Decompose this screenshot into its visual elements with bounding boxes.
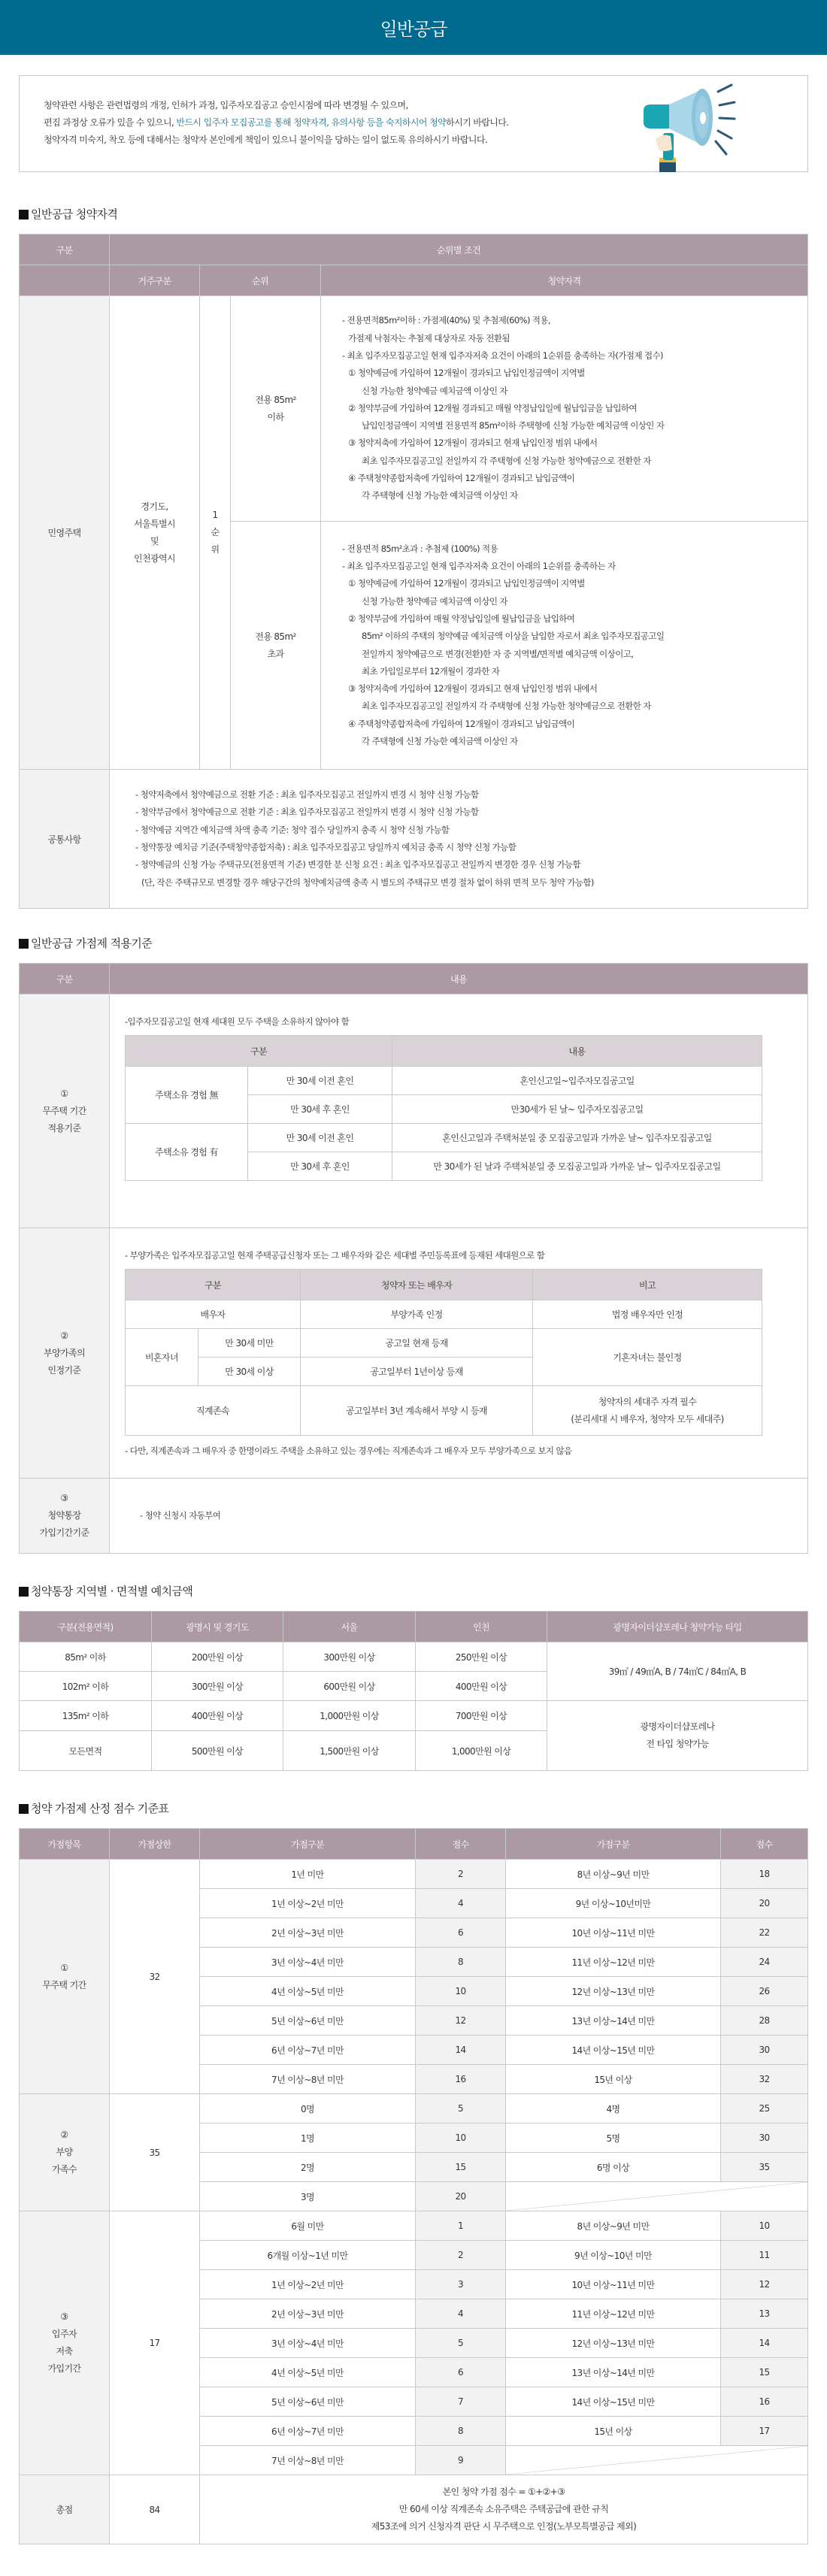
- inner-header-category: 구분: [126, 1270, 301, 1300]
- deposit-cell: 700만원 이상: [416, 1701, 547, 1731]
- range-cell: 8년 이상~9년 미만: [506, 2211, 721, 2241]
- notice-text: 하시기 바랍니다.: [446, 117, 509, 128]
- eligibility-line: ④ 주택청약종합저축에 가입하여 12개월이 경과되고 납입금액이: [348, 473, 575, 484]
- deposit-cell: 300만원 이상: [283, 1642, 416, 1672]
- score-cell: 20: [416, 2182, 506, 2211]
- score-cell: 20: [721, 1889, 808, 1918]
- lineal-value: 공고일부터 3년 계속해서 부양 시 등재: [301, 1386, 533, 1436]
- range-cell: 2년 이상~3년 미만: [200, 2299, 416, 2329]
- item-max: 35: [110, 2094, 200, 2211]
- score-cell: 6: [416, 1918, 506, 1948]
- range-cell: 10년 이상~11년 미만: [506, 2270, 721, 2299]
- deposit-cell: 1,000만원 이상: [283, 1701, 416, 1731]
- label-line: 가입기간기준: [39, 1527, 89, 1538]
- eligibility-line: 가점제 낙첨자는 추첨제 대상자로 자동 전환됨: [348, 332, 510, 344]
- range-cell: 3년 이상~4년 미만: [200, 2329, 416, 2358]
- score-cell: 4: [416, 2299, 506, 2329]
- score-cell: 10: [721, 2211, 808, 2241]
- score-cell: 25: [721, 2094, 808, 2123]
- period-content: 혼인신고일~입주자모집공고일: [392, 1067, 762, 1095]
- range-cell: 14년 이상~15년 미만: [506, 2387, 721, 2417]
- item-label: [20, 2094, 110, 2211]
- deposit-cell: 300만원 이상: [152, 1672, 283, 1701]
- over30-label: 만 30세 이상: [198, 1358, 301, 1386]
- no-house-period-table: [125, 1035, 762, 1181]
- range-cell: 13년 이상~14년 미만: [506, 2006, 721, 2036]
- header-seoul: 서울: [283, 1612, 416, 1642]
- header-rank: 순위: [200, 265, 321, 296]
- notice-line-3: 청약자격 미숙지, 착오 등에 대해서는 청약자 본인에게 책임이 있으니 불이익을 당하는 일이 없도록 유의하시기 바랍니다.: [44, 135, 488, 145]
- eligibility-line: 최초 입주자모집공고일 전일까지 각 주택형에 신청 가능한 청약예금으로 전환한 자: [362, 455, 651, 466]
- total-max: 84: [110, 2475, 200, 2544]
- group-name: 주택소유 경험 有: [126, 1124, 248, 1181]
- empty-cell: [506, 2182, 808, 2211]
- label-line: 가족수: [52, 2164, 77, 2175]
- eligibility-table: [19, 234, 808, 909]
- inner-header-category: 구분: [126, 1036, 392, 1067]
- housing-type-label: 민영주택: [20, 296, 110, 770]
- label-line: 부양: [56, 2147, 73, 2157]
- item1-content: [110, 994, 808, 1228]
- label-line: 가입기간: [47, 2363, 81, 2374]
- dependents-group: [20, 2094, 808, 2211]
- sub-label: 만 30세 후 혼인: [248, 1152, 392, 1181]
- square-bullet-icon: [19, 1804, 29, 1814]
- label-line: ①: [60, 1962, 68, 1973]
- score-cell: 17: [721, 2417, 808, 2446]
- area-cell: 85m² 이하: [20, 1642, 152, 1672]
- header-conditions: 순위별 조건: [110, 235, 808, 265]
- score-cell: 26: [721, 1977, 808, 2006]
- unmarried-label: 비혼자녀: [126, 1329, 198, 1386]
- total-line: 만 60세 이상 직계존속 소유주택은 주택공급에 관한 규칙: [398, 2504, 609, 2514]
- item2-tail: - 다만, 직계존속과 그 배우자 중 한명이라도 주택을 소유하고 있는 경우에는 직계존속과 그 배우자 모두 부양가족으로 보지 않음: [125, 1445, 572, 1456]
- label-line: 입주자: [52, 2329, 77, 2339]
- rank-line: 순: [211, 527, 220, 537]
- common-notes: [110, 770, 808, 909]
- header-category: 구분: [20, 964, 110, 994]
- score-cell: 18: [721, 1860, 808, 1889]
- score-cell: 5: [416, 2329, 506, 2358]
- eligibility-line: ① 청약예금에 가입하여 12개월이 경과되고 납입인정금액이 지역별: [348, 578, 585, 589]
- range-cell: 13년 이상~14년 미만: [506, 2358, 721, 2387]
- item-label: [20, 1860, 110, 2094]
- lineal-label: 직계존속: [126, 1386, 301, 1436]
- common-line: - 청약통장 예치금 기준(주택청약종합저축) : 최초 입주자모집공고 당일까지 예치금 충족 시 청약 신청 가능함: [135, 842, 516, 852]
- range-cell: 15년 이상: [506, 2417, 721, 2446]
- range-cell: 2년 이상~3년 미만: [200, 1918, 416, 1948]
- period-content: 만30세가 된 날~ 입주자모집공고일: [392, 1095, 762, 1124]
- range-cell: 9년 이상~10년 미만: [506, 2241, 721, 2270]
- lineal-note: [533, 1386, 762, 1436]
- common-line: - 청약부금에서 청약예금으로 전환 기준 : 최초 입주자모집공고 전일까지 변경 시 청약 신청 가능함: [135, 807, 479, 818]
- header-residence: 거주구분: [110, 265, 200, 296]
- range-cell: 8년 이상~9년 미만: [506, 1860, 721, 1889]
- range-cell: 0명: [200, 2094, 416, 2123]
- score-cell: 16: [721, 2387, 808, 2417]
- eligibility-line: 최초 가입일로부터 12개월이 경과한 자: [362, 665, 500, 677]
- period-content: 만 30세가 된 날과 주택처분일 중 모집공고일과 가까운 날~ 입주자모집공고일: [392, 1152, 762, 1181]
- range-cell: 9년 이상~10년미만: [506, 1889, 721, 1918]
- sub-label: 만 30세 후 혼인: [248, 1095, 392, 1124]
- item2-content: [110, 1228, 808, 1479]
- header-content: 내용: [110, 964, 808, 994]
- range-cell: 7년 이상~8년 미만: [200, 2446, 416, 2475]
- header-category: 구분: [20, 235, 110, 265]
- area-cell: 102m² 이하: [20, 1672, 152, 1701]
- deposit-cell: 400만원 이상: [152, 1701, 283, 1731]
- eligibility-line: 최초 입주자모집공고일 전일까지 각 주택형에 신청 가능한 청약예금으로 전환한 자: [362, 701, 651, 712]
- deposit-cell: 250만원 이상: [416, 1642, 547, 1672]
- range-cell: 2명: [200, 2153, 416, 2182]
- empty-cell: [506, 2446, 808, 2475]
- eligibility-small-area: [321, 296, 808, 522]
- item2-lead: - 부양가족은 입주자모집공고일 현재 주택공급신청자 또는 그 배우자와 같은 세대별 주민등록표에 등재된 세대원으로 함: [125, 1250, 545, 1261]
- eligibility-line: - 전용면적 85m²초과 : 추첨제 (100%) 적용: [342, 543, 498, 554]
- item1-label: [20, 994, 110, 1228]
- area-cell: 모든면적: [20, 1731, 152, 1771]
- area-large-cell: [231, 522, 321, 770]
- deposit-table: [19, 1611, 808, 1771]
- section-title-text: 일반공급 가점제 적용기준: [31, 937, 153, 950]
- bottom-spacer: [0, 2544, 827, 2576]
- types-line: 전 타입 청약가능: [646, 1739, 709, 1749]
- item-max: 17: [110, 2211, 200, 2475]
- header-range: 가점구분: [200, 1829, 416, 1860]
- score-cell: 30: [721, 2036, 808, 2065]
- notice-text: 편집 과정상 오류가 있을 수 있으니,: [44, 117, 177, 128]
- inner-header-note: 비고: [533, 1270, 762, 1300]
- score-cell: 10: [416, 1977, 506, 2006]
- label-line: 무주택 기간: [42, 1105, 86, 1116]
- score-cell: 4: [416, 1889, 506, 1918]
- unmarried-note: 기혼자녀는 불인정: [533, 1329, 762, 1386]
- label-line: ②: [60, 2130, 68, 2140]
- score-cell: 13: [721, 2299, 808, 2329]
- range-cell: 15년 이상: [506, 2065, 721, 2094]
- label-line: 청약통장: [47, 1510, 81, 1521]
- score-cell: 5: [416, 2094, 506, 2123]
- item-label: [20, 2211, 110, 2475]
- range-cell: 6년 이상~7년 미만: [200, 2036, 416, 2065]
- total-label: 총점: [20, 2475, 110, 2544]
- area-cell: 135m² 이하: [20, 1701, 152, 1731]
- score-cell: 1: [416, 2211, 506, 2241]
- megaphone-icon: [633, 80, 746, 172]
- score-cell: 32: [721, 2065, 808, 2094]
- total-note: [200, 2475, 808, 2544]
- eligibility-line: 신청 가능한 청약예금 예치금액 이상인 자: [362, 595, 507, 607]
- residence-line: 경기도,: [141, 501, 168, 512]
- range-cell: 6개월 이상~1년 미만: [200, 2241, 416, 2270]
- no-house-group: [20, 1860, 808, 2094]
- eligibility-line: ④ 주택청약종합저축에 가입하여 12개월이 경과되고 납입금액이: [348, 718, 575, 729]
- range-cell: 6명 이상: [506, 2153, 721, 2182]
- range-cell: 7년 이상~8년 미만: [200, 2065, 416, 2094]
- label-line: 적용기준: [47, 1122, 81, 1134]
- eligibility-line: ① 청약예금에 가입하여 12개월이 경과되고 납입인정금액이 지역별: [348, 368, 585, 379]
- range-cell: 3년 이상~4년 미만: [200, 1948, 416, 1977]
- area-line: 전용 85m²: [255, 394, 296, 405]
- header-item: 가점항목: [20, 1829, 110, 1860]
- score-cell: 22: [721, 1918, 808, 1948]
- label-line: 부양가족의: [44, 1347, 85, 1358]
- range-cell: 12년 이상~13년 미만: [506, 1977, 721, 2006]
- residence-line: 및: [150, 535, 159, 546]
- score-cell: 7: [416, 2387, 506, 2417]
- residence-line: 인천광역시: [134, 552, 175, 564]
- deposit-cell: 200만원 이상: [152, 1642, 283, 1672]
- sub-label: 만 30세 이전 혼인: [248, 1124, 392, 1152]
- score-cell: 11: [721, 2241, 808, 2270]
- page-header: [0, 0, 827, 55]
- score-cell: 24: [721, 1948, 808, 1977]
- types-cell: [547, 1701, 808, 1771]
- page-title: 일반공급: [380, 19, 447, 40]
- range-cell: 11년 이상~12년 미만: [506, 2299, 721, 2329]
- range-cell: 4년 이상~5년 미만: [200, 1977, 416, 2006]
- header-score: 점수: [721, 1829, 808, 1860]
- score-row: [20, 2094, 808, 2123]
- residence-cell: [110, 296, 200, 770]
- deposit-cell: 600만원 이상: [283, 1672, 416, 1701]
- deposit-cell: 1,000만원 이상: [416, 1731, 547, 1771]
- label-line: ③: [60, 1493, 68, 1503]
- range-cell: 4년 이상~5년 미만: [200, 2358, 416, 2387]
- over30-value: 공고일부터 1년이상 등재: [301, 1358, 533, 1386]
- eligibility-line: - 전용면적85m²이하 : 가점제(40%) 및 추첨제(60%) 적용,: [342, 315, 550, 326]
- score-cell: 35: [721, 2153, 808, 2182]
- score-cell: 10: [416, 2123, 506, 2153]
- header-score: 점수: [416, 1829, 506, 1860]
- range-cell: 12년 이상~13년 미만: [506, 2329, 721, 2358]
- total-line: 본인 청약 가점 점수 = ①+②+③: [442, 2487, 565, 2497]
- label-line: ②: [60, 1330, 68, 1341]
- score-cell: 14: [416, 2036, 506, 2065]
- rank-cell: [200, 296, 231, 770]
- residence-line: 서울특별시: [134, 518, 175, 529]
- range-cell: 11년 이상~12년 미만: [506, 1948, 721, 1977]
- label-line: 인정기준: [47, 1364, 81, 1376]
- sub-label: 만 30세 이전 혼인: [248, 1067, 392, 1095]
- eligibility-line: ③ 청약저축에 가입하여 12개월이 경과되고 현재 납입인정 범위 내에서: [348, 437, 598, 449]
- note-line: (분리세대 시 배우자, 청약자 모두 세대주): [571, 1413, 724, 1424]
- notice-line-1: 청약관련 사항은 관련법령의 개정, 인허가 과정, 입주자모집공고 승인시점에 따라 변경될 수 있으며,: [44, 100, 408, 110]
- score-cell: 15: [721, 2358, 808, 2387]
- header-blank: [20, 265, 110, 296]
- score-cell: 2: [416, 2241, 506, 2270]
- score-cell: 12: [416, 2006, 506, 2036]
- square-bullet-icon: [19, 939, 29, 949]
- label-line: 무주택 기간: [42, 1979, 86, 1990]
- range-cell: 5년 이상~6년 미만: [200, 2387, 416, 2417]
- score-cell: 14: [721, 2329, 808, 2358]
- range-cell: 5년 이상~6년 미만: [200, 2006, 416, 2036]
- diagonal-line-icon: [506, 2446, 807, 2475]
- group-name: 주택소유 경험 無: [126, 1067, 248, 1124]
- area-line: 초과: [267, 648, 284, 659]
- item1-lead: -입주자모집공고일 현재 세대원 모두 주택을 소유하지 않아야 함: [125, 1016, 350, 1027]
- range-cell: 1년 이상~2년 미만: [200, 2270, 416, 2299]
- savings-group: [20, 2211, 808, 2475]
- section-title-score-table: [19, 1801, 808, 1816]
- item2-label: [20, 1228, 110, 1479]
- total-line: 제53조에 의거 신청자격 판단 시 무주택으로 인정(노부모특별공급 제외): [371, 2521, 637, 2532]
- range-cell: 5명: [506, 2123, 721, 2153]
- common-line: - 청약예금의 신청 가능 주택규모(전용면적 기준) 변경한 분 신청 요건 : 최초 입주자모집공고 전일까지 변경한 경우 신청 가능함: [135, 859, 580, 870]
- eligibility-line: 각 주택형에 신청 가능한 예치금액 이상인 자: [362, 490, 518, 501]
- eligibility-line: 전일까지 청약예금으로 변경(전환)한 자 중 지역별/면적별 예치금액 이상이고,: [362, 648, 634, 659]
- item3-content: - 청약 신청시 자동부여: [110, 1479, 808, 1554]
- range-cell: 3명: [200, 2182, 416, 2211]
- section-title-text: 일반공급 청약자격: [31, 207, 118, 221]
- inner-header-content: 내용: [392, 1036, 762, 1067]
- common-line: - 청약저축에서 청약예금으로 전환 기준 : 최초 입주자모집공고 전일까지 변경 시 청약 신청 가능함: [135, 789, 479, 801]
- note-line: 청약자의 세대주 자격 필수: [598, 1396, 697, 1407]
- diagonal-line-icon: [506, 2182, 807, 2211]
- range-cell: 1명: [200, 2123, 416, 2153]
- label-line: ①: [60, 1088, 68, 1099]
- period-content: 혼인신고일과 주택처분일 중 모집공고일과 가까운 날~ 입주자모집공고일: [392, 1124, 762, 1152]
- score-cell: 16: [416, 2065, 506, 2094]
- score-table: [19, 1828, 808, 2544]
- score-cell: 28: [721, 2006, 808, 2036]
- header-max: 가점상한: [110, 1829, 200, 1860]
- header-eligibility: 청약자격: [321, 265, 808, 296]
- area-small-cell: [231, 296, 321, 522]
- eligibility-line: - 최초 입주자모집공고일 현재 입주자저축 요건이 아래의 1순위를 충족하는 자: [342, 561, 616, 572]
- common-label: 공통사항: [20, 770, 110, 909]
- dependents-table: [125, 1269, 762, 1436]
- section-title-eligibility: [19, 207, 808, 222]
- types-cell: 39㎡ / 49㎡A, B / 74㎡C / 84㎡A, B: [547, 1642, 808, 1701]
- score-cell: 2: [416, 1860, 506, 1889]
- common-line: - 청약예금 지역간 예치금액 차액 충족 기준: 청약 접수 당일까지 충족 시 청약 신청 가능함: [135, 824, 450, 835]
- score-row: [20, 1860, 808, 1889]
- notice-highlight: 반드시 입주자 모집공고를 통해 청약자격, 유의사항 등을 숙지하시어 청약: [176, 117, 447, 128]
- deposit-cell: 1,500만원 이상: [283, 1731, 416, 1771]
- score-cell: 3: [416, 2270, 506, 2299]
- score-row: [20, 2211, 808, 2241]
- area-line: 전용 85m²: [255, 631, 296, 642]
- deposit-cell: 500만원 이상: [152, 1731, 283, 1771]
- square-bullet-icon: [19, 1587, 29, 1597]
- eligibility-line: 85m² 이하의 주택의 청약예금 예치금액 이상을 납입한 자로서 최초 입주자모집공고일: [362, 631, 665, 642]
- eligibility-line: - 최초 입주자모집공고일 현재 입주자저축 요건이 아래의 1순위를 충족하는 자(가점제 접수): [342, 350, 663, 361]
- score-cell: 9: [416, 2446, 506, 2475]
- common-line: (단, 작은 주택규모로 변경할 경우 해당구간의 청약예치금액 충족 시 별도의 주택규모 변경 절차 없이 하위 면적 모두 청약 가능함): [141, 876, 594, 888]
- label-line: 저축: [56, 2346, 73, 2357]
- score-cell: 8: [416, 1948, 506, 1977]
- header-incheon: 인천: [416, 1612, 547, 1642]
- range-cell: 1년 이상~2년 미만: [200, 1889, 416, 1918]
- spouse-value: 부양가족 인정: [301, 1300, 533, 1329]
- section-title-text: 청약통장 지역별 · 면적별 예치금액: [31, 1585, 193, 1598]
- square-bullet-icon: [19, 210, 29, 219]
- spouse-note: 법정 배우자만 인정: [533, 1300, 762, 1329]
- eligibility-line: ② 청약부금에 가입하여 12개월 경과되고 매월 약정납입일에 월납입금을 납입하여: [348, 402, 637, 413]
- rank-line: 위: [211, 544, 220, 555]
- item3-label: [20, 1479, 110, 1554]
- range-cell: 10년 이상~11년 미만: [506, 1918, 721, 1948]
- inner-header-applicant: 청약자 또는 배우자: [301, 1270, 533, 1300]
- rank-line: 1: [212, 510, 218, 520]
- range-cell: 4명: [506, 2094, 721, 2123]
- range-cell: 1년 미만: [200, 1860, 416, 1889]
- under30-label: 만 30세 미만: [198, 1329, 301, 1358]
- score-cell: 8: [416, 2417, 506, 2446]
- area-line: 이하: [267, 411, 284, 422]
- header-range: 가점구분: [506, 1829, 721, 1860]
- score-cell: 15: [416, 2153, 506, 2182]
- range-cell: 6년 이상~7년 미만: [200, 2417, 416, 2446]
- eligibility-line: ② 청약부금에 가입하여 매월 약정납입일에 월납입금을 납입하여: [348, 613, 575, 624]
- under30-value: 공고일 현재 등재: [301, 1329, 533, 1358]
- item-max: 32: [110, 1860, 200, 2094]
- score-cell: 6: [416, 2358, 506, 2387]
- label-line: ③: [60, 2311, 68, 2322]
- score-cell: 30: [721, 2123, 808, 2153]
- section-title-deposit: [19, 1584, 808, 1599]
- eligibility-large-area: [321, 522, 808, 770]
- section-title-text: 청약 가점제 산정 점수 기준표: [31, 1802, 169, 1815]
- spouse-label: 배우자: [126, 1300, 301, 1329]
- section-title-points-criteria: [19, 936, 808, 951]
- notice-box: [19, 75, 808, 172]
- types-line: 광명자이더샵포레나: [640, 1721, 715, 1732]
- eligibility-line: 납입인정금액이 지역별 전용면적 85m²이하 주택형에 신청 가능한 예치금액 이상인 자: [362, 420, 665, 431]
- score-cell: 12: [721, 2270, 808, 2299]
- header-gyeonggi: 광명시 및 경기도: [152, 1612, 283, 1642]
- eligibility-line: 신청 가능한 청약예금 예치금액 이상인 자: [362, 385, 507, 396]
- deposit-cell: 400만원 이상: [416, 1672, 547, 1701]
- points-criteria-table: [19, 963, 808, 1554]
- header-types: 광명자이더샵포레나 청약가능 타입: [547, 1612, 808, 1642]
- header-area: 구분(전용면적): [20, 1612, 152, 1642]
- range-cell: 6월 미만: [200, 2211, 416, 2241]
- range-cell: 14년 이상~15년 미만: [506, 2036, 721, 2065]
- eligibility-line: 각 주택형에 신청 가능한 예치금액 이상인 자: [362, 735, 518, 746]
- eligibility-line: ③ 청약저축에 가입하여 12개월이 경과되고 현재 납입인정 범위 내에서: [348, 683, 598, 695]
